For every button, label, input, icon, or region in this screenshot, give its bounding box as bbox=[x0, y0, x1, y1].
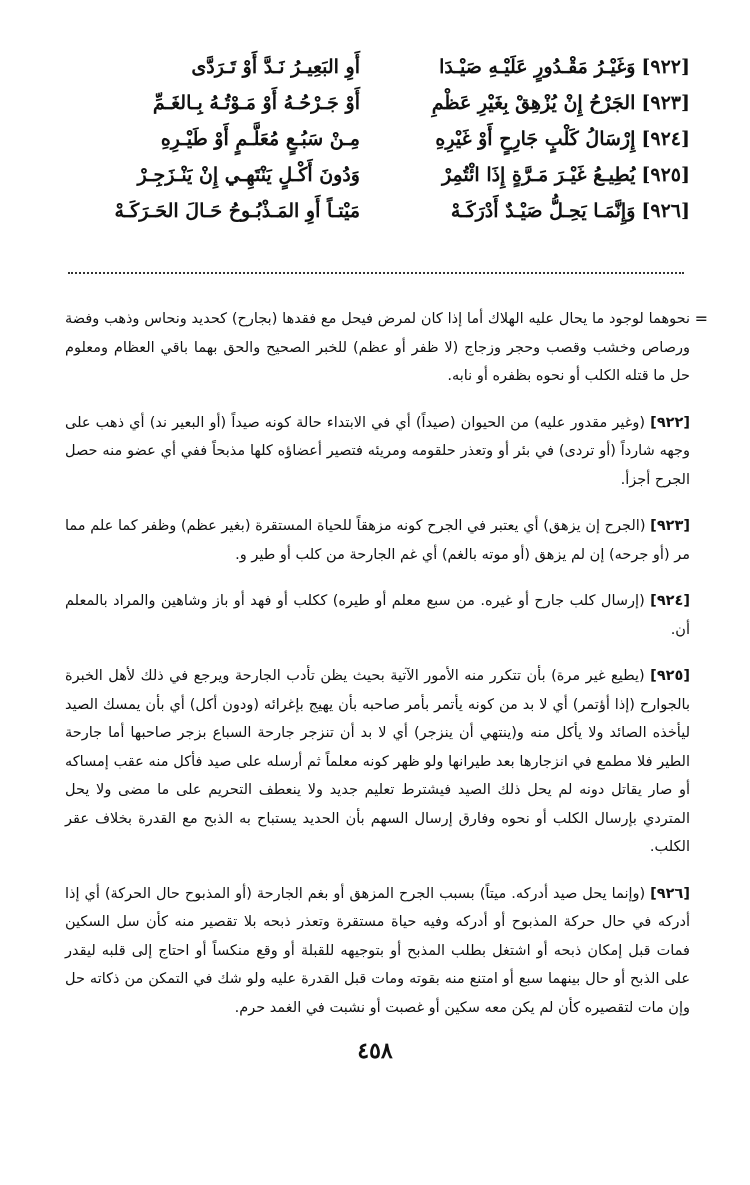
paragraph-number: [٩٢٣] bbox=[650, 518, 691, 534]
verse-926 bbox=[60, 194, 690, 228]
verse-text: وَغَيْـرُ مَقْـدُورٍ عَلَيْـهِ صَيْـدَا bbox=[439, 56, 636, 78]
paragraph-922 bbox=[65, 409, 690, 495]
verse-923 bbox=[60, 86, 690, 120]
paragraph-923 bbox=[65, 512, 690, 569]
verse-second-hemistich: أَوْ جَـرْحُـهُ أَوْ مَـوْتُـهُ بِـالغَـمِّ bbox=[152, 92, 360, 114]
verse-922 bbox=[60, 50, 690, 84]
paragraph-continuation bbox=[65, 305, 708, 391]
verse-number: [٩٢٥] bbox=[641, 164, 690, 186]
verse-first-hemistich bbox=[390, 194, 690, 228]
paragraph-926 bbox=[65, 880, 690, 1023]
verse-text: إِرْسَالُ كَلْبٍ جَارِحٍ أَوْ غَيْرِهِ bbox=[435, 128, 636, 150]
paragraph-number: [٩٢٤] bbox=[650, 593, 691, 609]
paragraph-text: (إرسال كلب جارح أو غيره. من سبع معلم أو طيره) ككلب أو فهد أو باز وشاهين والمراد بالمعلم أن. bbox=[65, 593, 690, 638]
verse-924 bbox=[60, 122, 690, 156]
paragraph-number: [٩٢٦] bbox=[650, 885, 690, 902]
verse-first-hemistich bbox=[390, 158, 690, 192]
paragraph-text: (وإنما يحل صيد أدركه. ميتاً) بسبب الجرح المزهق أو بغم الجارحة (أو المذبوح حال الحركة) أي إذا أدركه في حال حركة المذبوح أو أدركه وفيه حياة مستقرة وتعذر ذبحه بلا تقصير منه كأن سل السكين فمات قبل إمكان ذبحه أو اشتغل بطلب المذبح أو بتوجيهه للقبلة أو وقع منكساً أو احتاج إلى قلبه ليقدر على الذبح أو حال بينهما سبع أو امتنع منه بقوته ومات قبل القدرة عليه ولو شك في التمكن من ذكاته حل وإن مات لتقصيره كأن لم يكن معه سكين أو غصبت أو نشبت في الغمد حرم. bbox=[65, 885, 690, 1016]
paragraph-925 bbox=[65, 662, 690, 862]
paragraph-text: (يطيع غير مرة) بأن تتكرر منه الأمور الآتية بحيث يظن تأدب الجارحة ويرجع في ذلك لأهل الخبرة بالجوارح (إذا أؤتمر) أي لا بد من كونه يأتمر بأمر صاحبه بأن يهيج بإغرائه (ودون أكل) أي بأن يمسك الصيد ليأخذه الصائد ولا يأكل منه و(ينتهي أن ينزجر) أي لا بد أن تنزجر جارحة السباع بزجر صاحبها أما جارحة الطير فلا مطمع في انزجارها بعد طيرانها ولو ظهر كونه معلماً ثم أرسله على صيد فأكل منه عقب إمساكه أو صار يقاتل دونه لم يحل ذلك الصيد فيشترط تعليم جديد ولا ينعطف التحريم على ما مضى ولا يحل المتردي بإرسال الكلب أو نحوه وفارق إرسال السهم بأن الحديد يستباح به الذبح مع القدرة بخلاف عقر الكلب. bbox=[65, 668, 690, 855]
paragraph-number: [٩٢٢] bbox=[650, 414, 691, 431]
verse-925 bbox=[60, 158, 690, 192]
paragraph-text: (وغير مقدور عليه) من الحيوان (صيداً) أي في الابتداء حالة كونه صيداً (أو البعير ند) أي ذهب على وجهه شارداً (أو تردى) في بئر أو وتعذر حلقومه ومريئه فتصير أعضاؤه كلها مذبحاً ففي أي عضو منه حصل الجرح أجزأ. bbox=[65, 414, 690, 488]
verse-second-hemistich: أَوِ البَعِيـرُ نَـدَّ أَوْ تَـرَدَّى bbox=[191, 56, 360, 78]
verse-first-hemistich bbox=[390, 50, 690, 84]
paragraph-text: نحوهما لوجود ما يحال عليه الهلاك أما إذا كان لمرض فيحل مع فقدها (بجارح) كحديد ونحاس وذهب وفضة ورصاص وخشب وقصب وحجر وزجاج (لا ظفر أو عظم) للخبر الصحيح والحق بهما باقي العظام ومعلوم حل ما قتله الكلب أو نحوه بظفره أو نابه. bbox=[65, 311, 690, 384]
commentary bbox=[65, 305, 708, 1040]
poem-block bbox=[60, 50, 690, 230]
verse-first-hemistich bbox=[390, 122, 690, 156]
paragraph-924 bbox=[65, 587, 690, 644]
verse-text: وَإِنَّمَـا يَحِـلُّ صَيْـدٌ أَدْرَكَـهْ bbox=[450, 200, 636, 222]
continuation-mark: = bbox=[694, 309, 708, 328]
verse-number: [٩٢٣] bbox=[641, 92, 690, 114]
paragraph-text: (الجرح إن يزهق) أي يعتبر في الجرح كونه مزهقاً للحياة المستقرة (بغير عظم) وظفر كما علم مما مر (أو جرحه) إن لم يزهق (أو موته بالغم) أي غم الجارحة من كلب أو طير و. bbox=[65, 518, 690, 563]
verse-number: [٩٢٦] bbox=[641, 200, 690, 222]
verse-second-hemistich: مِـنْ سَبُـعٍ مُعَلَّـمٍ أَوْ طَيْـرِهِ bbox=[160, 128, 360, 150]
verse-text: يُطِيـعُ غَيْـرَ مَـرَّةٍ إِذَا ائْتُمِرْ bbox=[441, 164, 636, 186]
verse-number: [٩٢٢] bbox=[641, 56, 690, 78]
page-number: ٤٥٨ bbox=[357, 1038, 393, 1064]
verse-second-hemistich: وَدُونَ أَكْـلٍ يَنْتَهِـي إِنْ يَنْـزَجِـرْ bbox=[137, 164, 360, 186]
verse-number: [٩٢٤] bbox=[641, 128, 690, 150]
verse-second-hemistich: مَيْتـاً أَوِ المَـذْبُـوحُ حَـالَ الحَـرَكَـهْ bbox=[114, 200, 360, 222]
paragraph-number: [٩٢٥] bbox=[650, 668, 691, 684]
verse-first-hemistich bbox=[390, 86, 690, 120]
verse-text: الجَرْحُ إِنْ يُزْهِقْ بِغَيْرِ عَظْمِ bbox=[431, 92, 636, 114]
dotted-separator bbox=[68, 272, 684, 274]
